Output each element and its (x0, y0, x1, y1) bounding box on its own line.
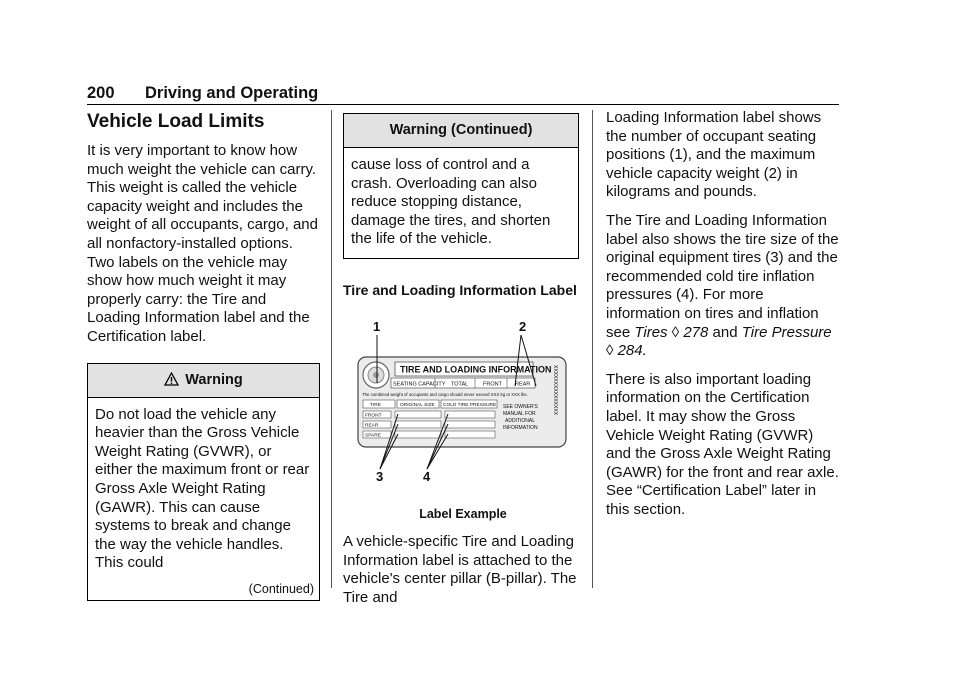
rear-label: REAR (515, 381, 531, 388)
continued-note: (Continued) (248, 581, 314, 596)
callout-1: 1 (373, 318, 381, 334)
page-ref-icon: ◊ (671, 323, 680, 341)
page-header (87, 84, 318, 103)
row-front: FRONT (365, 413, 382, 419)
manual-line-1: SEE OWNER'S (503, 403, 538, 410)
tires-link[interactable]: Tires (634, 323, 668, 341)
column-2 (343, 113, 583, 617)
callout-3: 3 (376, 468, 384, 484)
page-number: 200 (87, 84, 115, 102)
col-cold-tire-pressure: COLD TIRE PRESSURE (443, 402, 497, 408)
paragraph-tire-info: The Tire and Loading Information label also shows the tire size of the original equipment tires (3) and the recommended cold tire inflation pressures (4). For more information on tires and inflation see Tires ◊ 278 and Tire Pressure ◊ 284. (606, 211, 839, 360)
header-rule (87, 104, 839, 105)
column-divider-2 (592, 110, 593, 588)
serial-code: XXXXXXXXXXXXXXX (552, 364, 558, 415)
manual-line-2: MANUAL FOR (503, 410, 536, 417)
front-label: FRONT (483, 381, 502, 388)
col-original-size: ORIGINAL SIZE (400, 402, 435, 408)
intro-paragraph: It is very important to know how much weight the vehicle can carry. This weight is called the vehicle capacity weight and includes the weight of all occupants, cargo, and all nonfactory-installed options. Two labels on the vehicle may show how much weight it may properly carry: the Tire and Loading Information label and the Certification label. (87, 142, 318, 345)
warning-text: Do not load the vehicle any heavier than the Gross Vehicle Weight Rating (GVWR), or either the maximum front or rear Gross Axle Weight Rating (GAWR). This can cause systems to break and change the way the vehicle handles. This could (95, 405, 310, 572)
manual-line-4: INFORMATION (503, 424, 538, 431)
warning-triangle-icon (164, 372, 179, 386)
tires-page-ref[interactable]: 278 (683, 323, 709, 341)
subheading: Tire and Loading Information Label (343, 281, 577, 298)
tire-pressure-page-ref[interactable]: 284 (617, 342, 643, 360)
tire-pressure-link[interactable]: Tire Pressure (741, 323, 832, 341)
label-figure (343, 319, 583, 499)
combined-weight-text: The combined weight of occupants and cargo should never exceed XXX kg or XXX lbs. (362, 391, 528, 397)
section-title: Driving and Operating (145, 84, 319, 102)
tire-loading-label-illustration (343, 319, 583, 499)
warning-continued-text: cause loss of control and a crash. Overloading can also reduce stopping distance, damage the tires, and shorten the life of the vehicle. (351, 156, 551, 248)
total-label: TOTAL (451, 381, 469, 388)
warning-box (87, 363, 320, 601)
callout-2: 2 (519, 318, 527, 334)
figure-caption: Label Example (419, 506, 507, 521)
col-tire: TIRE (370, 402, 381, 408)
page-ref-icon: ◊ (606, 342, 614, 360)
column-3 (606, 109, 840, 529)
page-title: Vehicle Load Limits (87, 111, 265, 132)
label-title: TIRE AND LOADING INFORMATION (400, 364, 552, 375)
paragraph-seating: Loading Information label shows the number of occupant seating positions (1), and the maximum vehicle capacity weight (2) in kilograms and pounds. (606, 109, 822, 201)
row-spare: SPARE (365, 433, 381, 439)
paragraph-certification: There is also important loading information on the Certification label. It may show the Gross Vehicle Weight Rating (GVWR) and the Gross Axle Weight Rating (GAWR) for the front and rear axle. See “Certification Label” later in this section. (606, 370, 839, 518)
warning-heading (88, 364, 319, 398)
column-1 (87, 111, 323, 601)
warning-continued-heading: Warning (Continued) (344, 114, 578, 148)
warning-body (88, 398, 319, 579)
row-rear: REAR (365, 423, 379, 429)
warning-continued-box (343, 113, 579, 259)
callout-4: 4 (423, 468, 431, 484)
seating-capacity-label: SEATING CAPACITY (393, 381, 446, 388)
column-divider-1 (331, 110, 332, 588)
after-figure-paragraph: A vehicle-specific Tire and Loading Information label is attached to the vehicle's center pillar (B-pillar). The Tire and (343, 532, 577, 606)
manual-line-3: ADDITIONAL (505, 417, 536, 424)
warning-continued-body (344, 148, 578, 258)
warning-heading-text: Warning (185, 371, 243, 388)
